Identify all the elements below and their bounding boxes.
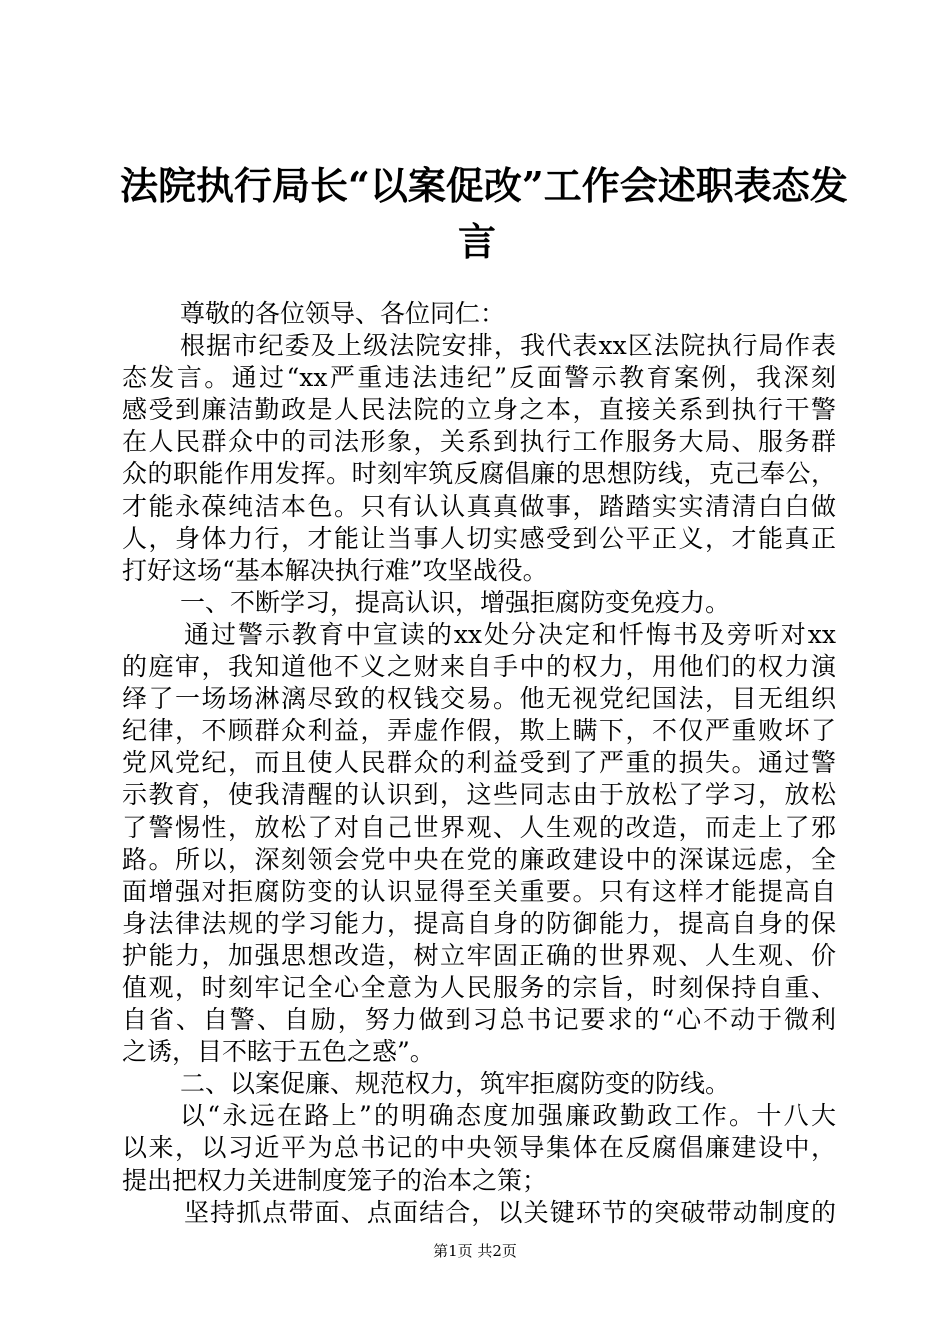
text-line: 自省、自警、自励，努力做到习总书记要求的“心不动于微利 (122, 1005, 836, 1035)
text-line: 值观，时刻牢记全心全意为人民服务的宗旨，时刻保持自重、 (122, 972, 836, 1002)
text-line: 护能力，加强思想改造，树立牢固正确的世界观、人生观、价 (122, 940, 836, 970)
document-body (122, 298, 836, 1229)
text-line: 党风党纪，而且使人民群众的利益受到了严重的损失。通过警 (122, 748, 836, 778)
text-line: 纪律，不顾群众利益，弄虚作假，欺上瞒下，不仅严重败坏了 (122, 716, 836, 746)
text-line: 面增强对拒腐防变的认识显得至关重要。只有这样才能提高自 (122, 876, 836, 906)
page-number-footer: 第1页 共2页 (433, 1242, 517, 1260)
text-line: 根据市纪委及上级法院安排，我代表xx区法院执行局作表 (180, 331, 836, 361)
text-line: 众的职能作用发挥。时刻牢筑反腐倡廉的思想防线，克己奉公， (122, 459, 836, 489)
text-line: 路。所以，深刻领会党中央在党的廉政建设中的深谋远虑，全 (122, 844, 836, 874)
text-line: 以“永远在路上”的明确态度加强廉政勤政工作。十八大 (180, 1101, 836, 1131)
text-line: 打好这场“基本解决执行难”攻坚战役。 (122, 555, 548, 585)
text-line: 了警惕性，放松了对自己世界观、人生观的改造，而走上了邪 (122, 812, 836, 842)
title-line-1: 法院执行局长“以案促改”工作会述职表态发 (120, 163, 848, 208)
text-line: 感受到廉洁勤政是人民法院的立身之本，直接关系到执行干警 (122, 395, 836, 425)
text-line: 身法律法规的学习能力，提高自身的防御能力，提高自身的保 (122, 908, 836, 938)
text-line: 态发言。通过“xx严重违法违纪”反面警示教育案例，我深刻 (122, 363, 836, 393)
text-line: 示教育，使我清醒的认识到，这些同志由于放松了学习，放松 (122, 780, 836, 810)
text-line: 一、不断学习，提高认识，增强拒腐防变免疫力。 (180, 587, 731, 617)
text-line: 才能永葆纯洁本色。只有认认真真做事，踏踏实实清清白白做 (122, 491, 836, 521)
text-line: 人，身体力行，才能让当事人切实感受到公平正义，才能真正 (122, 523, 836, 553)
document-title (120, 158, 848, 270)
text-line: 之诱，目不眩于五色之惑”。 (122, 1037, 435, 1067)
text-line: 坚持抓点带面、点面结合，以关键环节的突破带动制度的 (184, 1197, 836, 1227)
text-line: 绎了一场场淋漓尽致的权钱交易。他无视党纪国法，目无组织 (122, 684, 836, 714)
text-line: 提出把权力关进制度笼子的治本之策； (122, 1165, 548, 1195)
text-line: 在人民群众中的司法形象，关系到执行工作服务大局、服务群 (122, 427, 836, 457)
text-line: 尊敬的各位领导、各位同仁： (180, 299, 506, 328)
text-line: 二、以案促廉、规范权力，筑牢拒腐防变的防线。 (180, 1069, 731, 1099)
text-line: 通过警示教育中宣读的xx处分决定和忏悔书及旁听对xx (184, 619, 836, 649)
title-line-2: 言 (457, 219, 496, 264)
text-line: 的庭审，我知道他不义之财来自手中的权力，用他们的权力演 (122, 652, 836, 682)
text-line: 以来，以习近平为总书记的中央领导集体在反腐倡廉建设中， (122, 1133, 836, 1163)
